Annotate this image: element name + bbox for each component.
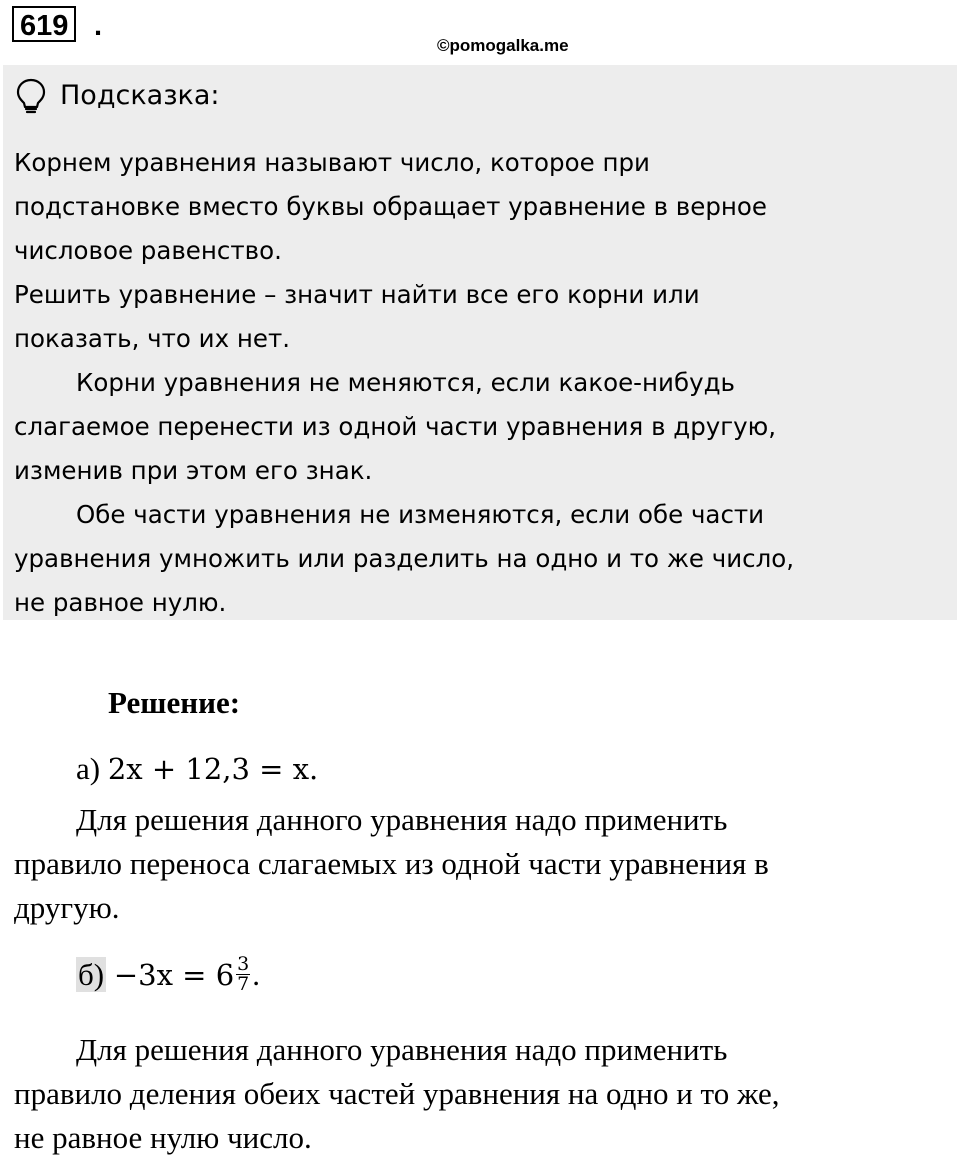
hint-line: уравнения умножить или разделить на одно и то же число, — [14, 544, 795, 573]
hint-line: Корнем уравнения называют число, которое при — [14, 148, 650, 177]
part-b-explanation-line: Для решения данного уравнения надо применить — [76, 1032, 728, 1067]
hint-text — [14, 141, 944, 625]
part-b-fraction — [236, 955, 250, 994]
watermark: ©pomogalka.me — [437, 36, 569, 55]
part-b-equation-end: . — [252, 957, 260, 992]
hint-line: изменив при этом его знак. — [14, 456, 373, 485]
hint-header — [16, 78, 220, 114]
hint-title: Подсказка: — [60, 80, 220, 111]
hint-line: подстановке вместо буквы обращает уравнение в верное — [14, 192, 767, 221]
part-b-equation: −3x = 6 — [113, 958, 235, 992]
task-number: 619 — [12, 6, 76, 42]
part-a-explanation-line: другую. — [14, 890, 120, 925]
part-a-explanation-line: правило переноса слагаемых из одной части уравнения в — [14, 846, 769, 881]
hint-line: Корни уравнения не меняются, если какое-нибудь — [76, 368, 735, 397]
part-b-label: б) — [78, 957, 105, 992]
fraction-numerator: 3 — [237, 953, 250, 976]
part-b-explanation-line: не равное нулю число. — [14, 1120, 312, 1155]
hint-line: слагаемое перенести из одной части уравнения в другую, — [14, 412, 777, 441]
part-a-label: а) — [76, 751, 101, 786]
hint-line: Обе части уравнения не изменяются, если обе части — [76, 500, 765, 529]
lightbulb-icon — [16, 78, 46, 114]
fraction-denominator: 7 — [237, 973, 250, 996]
solution-title: Решение: — [108, 685, 241, 720]
hint-line: Решить уравнение – значит найти все его корни или — [14, 280, 700, 309]
hint-line: числовое равенство. — [14, 236, 282, 265]
task-number-dot: . — [94, 10, 103, 42]
hint-line: показать, что их нет. — [14, 324, 291, 353]
part-b-explanation-line: правило деления обеих частей уравнения на одно и то же, — [14, 1076, 780, 1111]
part-a-explanation-line: Для решения данного уравнения надо применить — [76, 802, 728, 837]
part-a-equation-line — [76, 746, 318, 792]
hint-line: не равное нулю. — [14, 588, 227, 617]
part-b-equation-line — [76, 952, 260, 998]
part-a-equation: 2x + 12,3 = x. — [107, 752, 319, 786]
